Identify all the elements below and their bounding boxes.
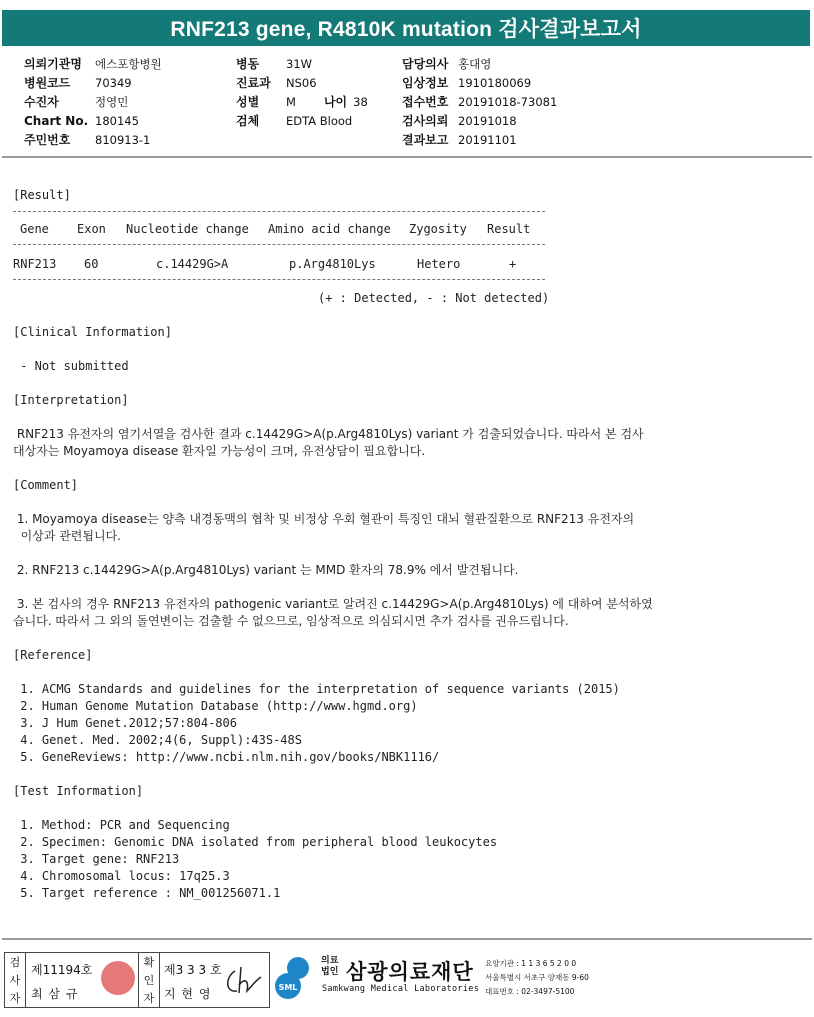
result-heading: [Result] — [13, 188, 71, 202]
col-zygosity: Zygosity — [409, 222, 467, 236]
cell-amino-acid: p.Arg4810Lys — [289, 257, 376, 271]
tester-name: 최 삼 규 — [31, 987, 79, 1001]
header-field: 결과보고 20191101 — [402, 132, 517, 147]
header-field: 검사의뢰 20191018 — [402, 113, 517, 128]
cell-nucleotide: c.14429G>A — [156, 257, 229, 271]
dashed-rule — [13, 211, 545, 212]
result-legend: (+ : Detected, - : Not detected) — [318, 291, 550, 305]
comment-heading: [Comment] — [13, 478, 79, 492]
clinical-text: - Not submitted — [13, 359, 129, 373]
header-field: 담당의사 홍대영 — [402, 56, 492, 71]
interpretation-line: 대상자는 Moyamoya disease 환자일 가능성이 크며, 유전상담이 필요합니다. — [13, 444, 426, 458]
col-result: Result — [487, 222, 531, 236]
confirmer-label: 확 인 자 — [138, 953, 160, 1007]
header-field: Chart No. 180145 — [24, 113, 139, 128]
test-info-item: 3. Target gene: RNF213 — [13, 852, 180, 866]
confirmer-license: 제3 3 3 호 — [164, 963, 222, 977]
header-field: 수진자 정영민 — [24, 94, 129, 109]
header-field: 검체 EDTA Blood — [236, 113, 353, 128]
result-table-header — [13, 222, 553, 238]
header-divider — [2, 156, 812, 158]
comment-item: 3. 본 검사의 경우 RNF213 유전자의 pathogenic variant로 알려진 c.14429G>A(p.Arg4810Lys) 에 대하여 분석하였 — [13, 597, 653, 611]
header-col-2 — [236, 54, 368, 130]
dashed-rule — [13, 244, 545, 245]
test-info-item: 2. Specimen: Genomic DNA isolated from peripheral blood leukocytes — [13, 835, 498, 849]
test-info-item: 1. Method: PCR and Sequencing — [13, 818, 230, 832]
interpretation-heading: [Interpretation] — [13, 393, 129, 407]
cell-gene: RNF213 — [13, 257, 57, 271]
org-detail: 요양기관 : 1 1 3 6 5 2 0 0 — [485, 959, 577, 968]
reference-heading: [Reference] — [13, 648, 93, 662]
org-legal-label: 의료법인 — [321, 956, 339, 977]
reference-item: 3. J Hum Genet.2012;57:804-806 — [13, 716, 237, 730]
header-field: 성별 M 나이 38 — [236, 94, 368, 109]
col-gene: Gene — [20, 222, 49, 236]
age-label: 나이 — [323, 95, 348, 109]
header-field: 임상정보 1910180069 — [402, 75, 532, 90]
cell-result: + — [509, 257, 517, 271]
comment-item: 이상과 관련됩니다. — [13, 529, 121, 543]
cell-zygosity: Hetero — [417, 257, 461, 271]
tester-license: 제11194호 — [31, 963, 93, 977]
sml-logo-icon — [274, 954, 318, 1002]
reference-item: 2. Human Genome Mutation Database (http://www.hgmd.org) — [13, 699, 418, 713]
header-field: 의뢰기관명 에스포항병원 — [24, 56, 162, 71]
org-detail: 서울특별시 서초구 양재동 9-60 — [485, 973, 589, 982]
header-field: 주민번호 810913-1 — [24, 132, 151, 147]
test-info-item: 4. Chromosomal locus: 17q25.3 — [13, 869, 230, 883]
tester-label: 검 사 자 — [5, 953, 26, 1007]
cell-exon: 60 — [84, 257, 99, 271]
report-title: RNF213 gene, R4810K mutation 검사결과보고서 — [2, 10, 810, 46]
dashed-rule — [13, 279, 545, 280]
signature-box — [4, 952, 270, 1008]
reference-item: 1. ACMG Standards and guidelines for the interpretation of sequence variants (2015) — [13, 682, 620, 696]
confirmer-name: 지 현 영 — [164, 987, 212, 1001]
comment-item: 습니다. 따라서 그 외의 돌연변이는 검출할 수 없으므로, 임상적으로 의심되시면 추가 검사를 권유드립니다. — [13, 614, 569, 628]
header-col-1 — [24, 54, 162, 149]
header-field: 접수번호 20191018-73081 — [402, 94, 558, 109]
footer — [4, 950, 810, 1010]
comment-item: 1. Moyamoya disease는 양측 내경동맥의 협착 및 비정상 우회 혈관이 특징인 대뇌 혈관질환으로 RNF213 유전자의 — [13, 512, 635, 526]
clinical-heading: [Clinical Information] — [13, 325, 172, 339]
interpretation-line: RNF213 유전자의 염기서열을 검사한 결과 c.14429G>A(p.Arg4810Lys) variant 가 검출되었습니다. 따라서 본 검사 — [13, 427, 644, 441]
comment-item: 2. RNF213 c.14429G>A(p.Arg4810Lys) variant 는 MMD 환자의 78.9% 에서 발견됩니다. — [13, 563, 519, 577]
col-amino-acid: Amino acid change — [268, 222, 391, 236]
test-info-heading: [Test Information] — [13, 784, 144, 798]
org-detail: 대표번호 : 02-3497-5100 — [485, 987, 575, 996]
header-field: 진료과 NS06 — [236, 75, 317, 90]
age-value: 38 — [353, 94, 368, 109]
header-field: 병동 31W — [236, 56, 313, 71]
svg-text:SML: SML — [278, 983, 298, 992]
table-row — [13, 257, 553, 273]
header-field: 병원코드 70349 — [24, 75, 132, 90]
test-info-item: 5. Target reference : NM_001256071.1 — [13, 886, 281, 900]
seal-stamp-icon — [101, 961, 135, 995]
signature-icon — [221, 963, 265, 999]
col-nucleotide: Nucleotide change — [126, 222, 249, 236]
col-exon: Exon — [77, 222, 106, 236]
reference-item: 4. Genet. Med. 2002;4(6, Suppl):43S-48S — [13, 733, 302, 747]
footer-divider — [2, 938, 812, 940]
org-name: 삼광의료재단 — [346, 960, 474, 984]
reference-item: 5. GeneReviews: http://www.ncbi.nlm.nih.gov/books/NBK1116/ — [13, 750, 440, 764]
header-col-3 — [402, 54, 557, 149]
org-english-name: Samkwang Medical Laboratories — [322, 984, 480, 994]
